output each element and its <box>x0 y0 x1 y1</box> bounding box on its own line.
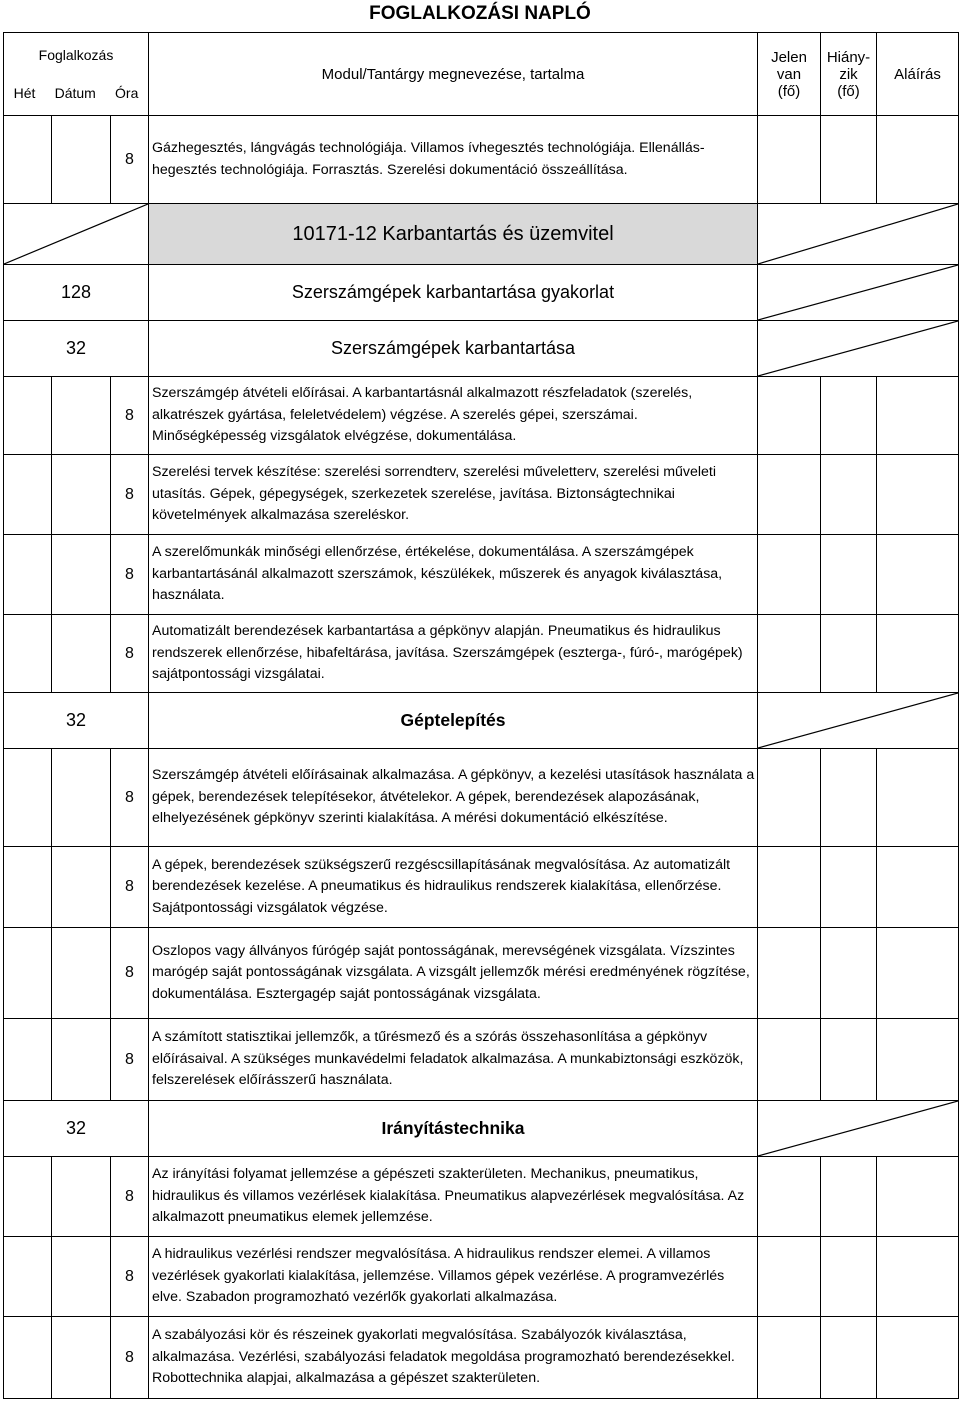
hours-cell: 32 <box>4 693 149 749</box>
subject-title: Szerszámgépek karbantartása gyakorlat <box>149 265 758 321</box>
hours-cell: 8 <box>111 615 149 693</box>
module-title-row <box>4 204 959 265</box>
description-cell: Szerelési tervek készítése: szerelési sorrendterv, szerelési műveletterv, szerelési műveleti utasítás. Gépek, gépegységek, szerkezetek szerelése, javítása. Biztonságtechnikai követelmények alkalmazása szereléskor. <box>149 455 758 535</box>
hours-cell: 8 <box>111 377 149 455</box>
table-row <box>4 847 959 928</box>
modul-header: Modul/Tantárgy megnevezése, tartalma <box>149 33 758 116</box>
hours-cell: 8 <box>111 928 149 1019</box>
hours-cell: 32 <box>4 321 149 377</box>
description-cell: A szabályozási kör és részeinek gyakorlati megvalósítása. Szabályozók kiválasztása, alkalmazása. Vezérlési, szabályozási feladatok megoldása programozható berendezésekkel. Robottechnika alapjai, alkalmazása a gépészet szakterületen. <box>149 1317 758 1399</box>
table-row <box>4 535 959 615</box>
hours-cell: 8 <box>111 1237 149 1317</box>
description-cell: Szerszámgép átvételi előírásai. A karbantartásnál alkalmazott részfeladatok (szerelés, alkatrészek gyártása, feleletvédelem) végzése. A szerelés gépei, szerszámai. Minőségképesség vizsgálatok elvégzése, dokumentálása. <box>149 377 758 455</box>
hours-cell: 128 <box>4 265 149 321</box>
topic-title: Szerszámgépek karbantartása <box>149 321 758 377</box>
hianyzik-label: Hiány-zik <box>826 48 871 83</box>
log-table <box>3 32 959 1399</box>
table-row <box>4 1157 959 1237</box>
hianyzik-unit: (fő) <box>837 82 860 100</box>
description-cell: A szerelőmunkák minőségi ellenőrzése, értékelése, dokumentálása. A szerszámgépek karbantartásánál alkalmazott szerszámok, készülékek, műszerek és anyagok kiválasztása, használata. <box>149 535 758 615</box>
foglalkozas-label: Foglalkozás <box>38 47 114 63</box>
description-cell: A számított statisztikai jellemzők, a tűrésmező és a szórás összehasonlítása a gépkönyv előírásaival. A szükséges munkavédelmi feladatok alkalmazása. A munkabiztonsági eszközök, felszerelések előírásszerű használata. <box>149 1019 758 1101</box>
datum-label: Dátum <box>54 85 96 101</box>
table-row <box>4 749 959 847</box>
table-row <box>4 1019 959 1101</box>
topic-title: Irányítástechnika <box>149 1101 758 1157</box>
table-row <box>4 455 959 535</box>
description-cell: A gépek, berendezések szükségszerű rezgéscsillapításának megvalósítása. Az automatizált berendezések kezelése. A pneumatikus és hidraulikus rendszerek kialakítása, ellenőrzése. Sajátpontossági vizsgálatok végzése. <box>149 847 758 928</box>
ora-label: Óra <box>115 85 139 101</box>
alairas-header: Aláírás <box>877 33 959 116</box>
hours-cell: 8 <box>111 455 149 535</box>
diagonal-cell <box>758 693 959 749</box>
topic-title: Géptelepítés <box>149 693 758 749</box>
table-row <box>4 116 959 204</box>
hours-cell: 8 <box>111 1157 149 1237</box>
description-cell: Oszlopos vagy állványos fúrógép saját pontosságának, merevségének vizsgálata. Vízszintes marógép saját pontosságának vizsgálata. A vizsgált jellemzők mérési eredményének rögzítése, dokumentálása. Esztergagép saját pontosságának vizsgálata. <box>149 928 758 1019</box>
foglalkozas-header <box>4 33 149 116</box>
diagonal-cell <box>758 1101 959 1157</box>
hours-cell: 8 <box>111 749 149 847</box>
description-cell: A hidraulikus vezérlési rendszer megvalósítása. A hidraulikus rendszer elemei. A villamos vezérlések gyakorlati kialakítása, jellemzése. Villamos gépek vezérlése. A programvezérlés elve. Szabadon programozható vezérlők gyakorlati alkalmazása. <box>149 1237 758 1317</box>
page-title: FOGLALKOZÁSI NAPLÓ <box>369 3 591 24</box>
module-title: 10171-12 Karbantartás és üzemvitel <box>149 204 758 265</box>
hours-cell: 8 <box>111 1317 149 1399</box>
jelen-van-header <box>758 33 821 116</box>
diagonal-cell <box>758 265 959 321</box>
diagonal-cell <box>758 321 959 377</box>
table-row <box>4 615 959 693</box>
hours-cell: 8 <box>111 535 149 615</box>
table-row <box>4 928 959 1019</box>
table-row <box>4 1237 959 1317</box>
description-cell: Automatizált berendezések karbantartása a gépkönyv alapján. Pneumatikus és hidraulikus rendszerek ellenőrzése, hibafeltárása, javítása. Szerszámgépek (eszterga-, fúró-, marógépek) sajátpontossági vizsgálatai. <box>149 615 758 693</box>
hours-cell: 8 <box>111 847 149 928</box>
diagonal-cell <box>758 204 959 265</box>
table-row <box>4 1317 959 1399</box>
topic-row <box>4 1101 959 1157</box>
hours-cell: 8 <box>111 1019 149 1101</box>
hours-cell: 8 <box>111 116 149 204</box>
table-row <box>4 377 959 455</box>
het-label: Hét <box>13 85 36 101</box>
description-cell: Gázhegesztés, lángvágás technológiája. Villamos ívhegesztés technológiája. Ellenállás-hegesztés technológiája. Forrasztás. Szerelési dokumentáció összeállítása. <box>149 116 758 204</box>
topic-row <box>4 693 959 749</box>
header-row <box>4 33 959 116</box>
hianyzik-header <box>821 33 877 116</box>
description-cell: Szerszámgép átvételi előírásainak alkalmazása. A gépkönyv, a kezelési utasítások használata a gépek, berendezések telepítésekor, átvételekor. A gépek, berendezések alapozásának, elhelyezésének gépkönyv szerinti kialakítása. A mérési dokumentáció elkészítése. <box>149 749 758 847</box>
hours-cell: 32 <box>4 1101 149 1157</box>
jelen-van-unit: (fő) <box>777 82 801 100</box>
jelen-van-label: Jelen van <box>771 48 807 83</box>
subject-row <box>4 265 959 321</box>
topic-row <box>4 321 959 377</box>
diagonal-cell <box>4 204 149 265</box>
description-cell: Az irányítási folyamat jellemzése a gépészeti szakterületen. Mechanikus, pneumatikus, hidraulikus és villamos vezérlések kialakítása. Pneumatikus alapvezérlések megvalósítása. Az alkalmazott pneumatikus elemek jellemzése. <box>149 1157 758 1237</box>
